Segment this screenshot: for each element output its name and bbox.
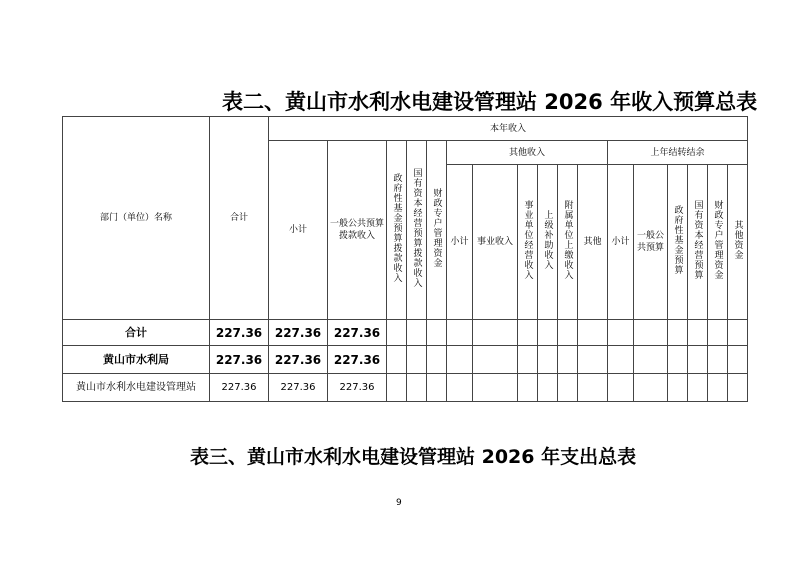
row-total: 227.36 (210, 320, 269, 346)
page-number: 9 (396, 498, 402, 508)
header-carry-other: 其他资金 (728, 165, 748, 320)
header-general-budget: 一般公共预算拨款收入 (328, 141, 387, 320)
header-state-capital: 国有资本经营预算拨款收入 (407, 141, 427, 320)
header-subtotal: 小计 (269, 141, 328, 320)
header-other: 其他 (578, 165, 608, 320)
row-general-budget: 227.36 (328, 320, 387, 346)
table2-title: 表二、黄山市水利水电建设管理站 2026 年收入预算总表 (222, 90, 758, 114)
income-budget-table (62, 116, 748, 402)
header-carryover: 上年结转结余 (608, 141, 748, 165)
row-name: 合计 (63, 320, 210, 346)
header-subsidy-income: 上级补助收入 (538, 165, 558, 320)
row-subtotal: 227.36 (269, 374, 328, 402)
row-total: 227.36 (210, 374, 269, 402)
header-carry-fiscal-special: 财政专户管理资金 (708, 165, 728, 320)
header-carry-subtotal: 小计 (608, 165, 634, 320)
header-affiliated-income: 附属单位上缴收入 (558, 165, 578, 320)
header-other-subtotal: 小计 (447, 165, 473, 320)
header-current-income: 本年收入 (269, 117, 748, 141)
row-name: 黄山市水利水电建设管理站 (63, 374, 210, 402)
header-carry-general: 一般公共预算 (634, 165, 668, 320)
header-carry-gov-fund: 政府性基金预算 (668, 165, 688, 320)
table-row (63, 374, 748, 402)
header-other-income: 其他收入 (447, 141, 608, 165)
header-gov-fund: 政府性基金预算拨款收入 (387, 141, 407, 320)
row-subtotal: 227.36 (269, 320, 328, 346)
table-row (63, 320, 748, 346)
row-general-budget: 227.36 (328, 346, 387, 374)
header-operating-income: 事业单位经营收入 (518, 165, 538, 320)
header-carry-state-capital: 国有资本经营预算 (688, 165, 708, 320)
row-total: 227.36 (210, 346, 269, 374)
header-fiscal-special: 财政专户管理资金 (427, 141, 447, 320)
header-total: 合计 (210, 117, 269, 320)
table-row (63, 346, 748, 374)
row-name: 黄山市水利局 (63, 346, 210, 374)
table3-title: 表三、黄山市水利水电建设管理站 2026 年支出总表 (190, 446, 637, 468)
header-business-income: 事业收入 (473, 165, 518, 320)
header-dept-name: 部门（单位）名称 (63, 117, 210, 320)
row-general-budget: 227.36 (328, 374, 387, 402)
row-subtotal: 227.36 (269, 346, 328, 374)
